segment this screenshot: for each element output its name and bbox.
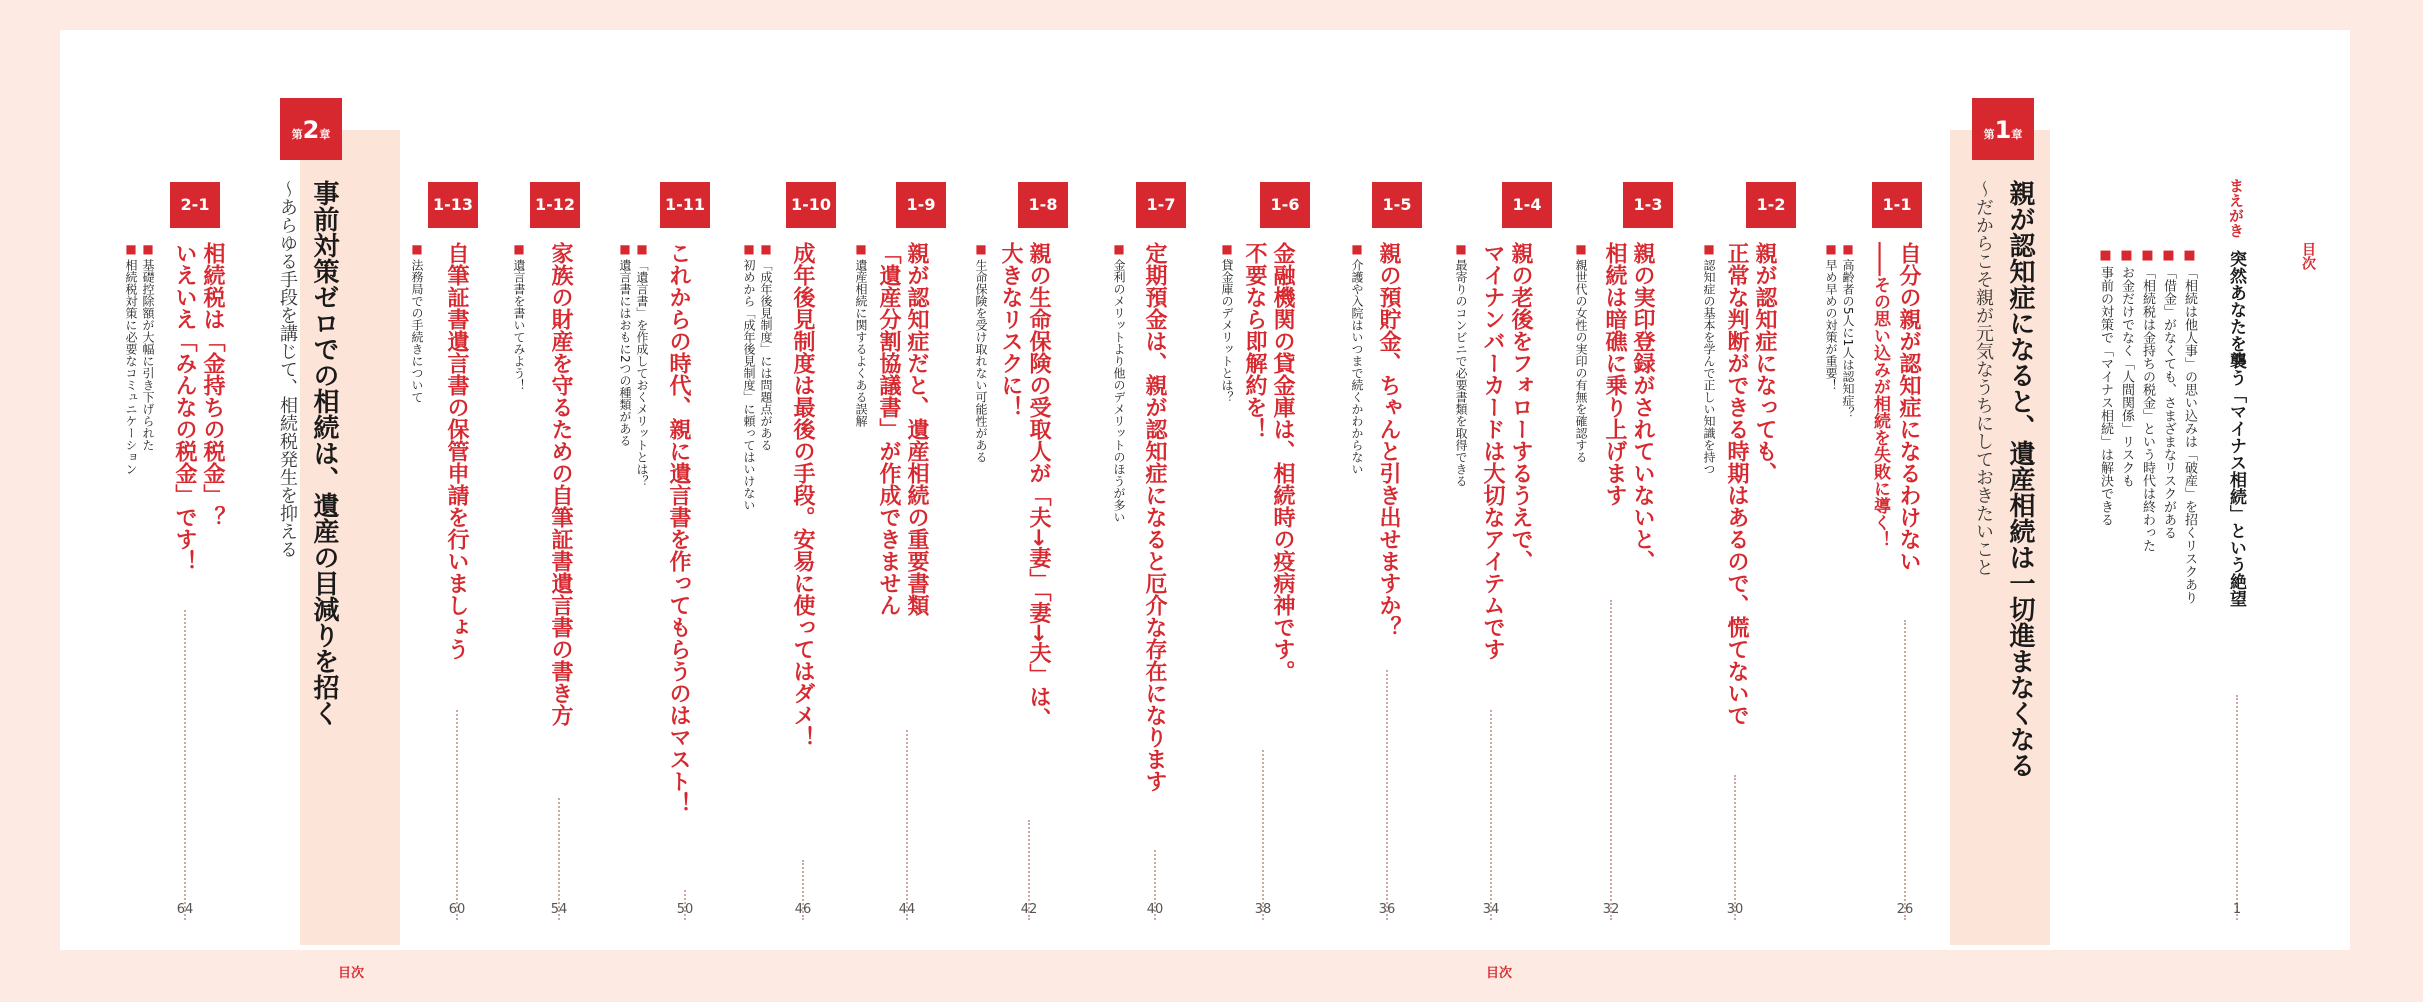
section-title: 金融機関の貸金庫は、相続時の疫病神です。 不要なら即解約を！ [1242,242,1295,682]
page-number: 40 [1146,902,1164,917]
section-title: 親の生命保険の受取人が「夫→妻」「妻→夫」は、 大きなリスクに！ [998,242,1051,730]
section-title: 定期預金は、親が認知症になると厄介な存在になります [1142,242,1167,792]
intro-bullet: ■ お金だけでなく「人間関係」リスクも [2116,248,2137,604]
section-badge: 1-11 [660,182,710,228]
intro-bullet: ■ 事前の対策で「マイナス相続」は解決できる [2095,248,2116,604]
chapter-1-badge: 第1章 [1972,98,2034,160]
section-bullets: ■ 生命保険を受け取れない可能性がある [972,242,989,463]
page-number: 36 [1378,902,1396,917]
folio-left: 目次 [338,966,365,981]
section-badge: 1-3 [1623,182,1673,228]
section-title: 親の預貯金、ちゃんと引き出せますか？ [1376,242,1401,638]
intro-label: まえがき [2227,178,2245,238]
page-number: 42 [1020,902,1038,917]
page-number: 44 [898,902,916,917]
section-badge: 1-4 [1502,182,1552,228]
leader-dots [906,730,908,920]
page-number: 46 [794,902,812,917]
section-title: 自分の親が認知症になるわけない ――その思い込みが相続を失敗に導く！ [1870,242,1921,572]
chapter-2-badge: 第2章 [280,98,342,160]
intro-bullet: ■ 「相続は他人事」の思い込みは「破産」を招くリスクあり [2179,248,2200,604]
intro-bullet: ■ 「相続税は金持ちの税金」という時代は終わった [2137,248,2158,604]
page-number: 38 [1254,902,1272,917]
page-number: 50 [676,902,694,917]
section-title: これからの時代、親に遺言書を作ってもらうのはマスト！ [666,242,691,814]
page-number: 32 [1602,902,1620,917]
section-bullets: ■ 基礎控除額が大幅に引き下げられた ■ 相続税対策に必要なコミュニケーション [122,242,156,475]
section-badge: 1-1 [1872,182,1922,228]
section-bullets: ■ 法務局での手続きについて [408,242,425,403]
leader-dots [456,710,458,920]
section-bullets: ■ 遺言書を書いてみよう！ [510,242,527,391]
page-number: 30 [1726,902,1744,917]
section-title: 相続税は「金持ちの税金」？ いえいえ「みんなの税金」です！ [172,242,225,572]
section-title: 家族の財産を守るための自筆証書遺言書の書き方 [548,242,573,726]
section-bullets: ■ 介護や入院はいつまで続くかわからない [1348,242,1365,475]
leader-dots [1262,750,1264,920]
section-badge: 1-10 [786,182,836,228]
section-bullets: ■ 認知症の基本を学んで正しい知識を持つ [1700,242,1717,475]
page-number: 1 [2232,902,2242,917]
page-number: 26 [1896,902,1914,917]
section-bullets: ■ 金利のメリットより他のデメリットのほうが多い [1110,242,1127,523]
toc-heading: 目次 [2300,242,2316,270]
section-title: 自筆証書遺言書の保管申請を行いましょう [444,242,469,660]
toc-page [60,30,2350,950]
leader-dots [1734,775,1736,920]
section-title: 親が認知症になっても、 正常な判断ができる時期はあるので、慌てないで [1724,242,1777,726]
section-title: 成年後見制度は最後の手段。安易に使ってはダメ！ [790,242,815,748]
section-title: 親が認知症だと、遺産相続の重要書類 「遺産分割協議書」が作成できません [876,242,929,616]
section-bullets: ■ 「成年後見制度」には問題点がある ■ 初めから「成年後見制度」に頼ってはいけない [740,242,774,511]
section-bullets: ■ 「遺言書」を作成しておくメリットとは？ ■ 遺言書にはおもに2つの種類がある [616,242,650,487]
section-title: 親の老後をフォローするうえで、 マイナンバーカードは大切なアイテムです [1480,242,1533,660]
section-badge: 1-7 [1136,182,1186,228]
folio-right: 目次 [1486,966,1513,981]
section-bullets: ■ 貸金庫のデメリットとは？ [1218,242,1235,403]
intro-bullets [2095,248,2200,604]
leader-dots [1904,620,1906,920]
intro-bullet: ■ 「借金」がなくても、さまざまなリスクがある [2158,248,2179,604]
leader-dots [1386,670,1388,920]
section-badge: 2-1 [170,182,220,228]
leader-dots [184,610,186,920]
chapter-2-title: 事前対策ゼロでの相続は、遺産の目減りを招く [309,180,339,726]
leader-dots [1610,600,1612,920]
section-bullets: ■ 最寄りのコンビニで必要書類を取得できる [1452,242,1469,487]
section-bullets: ■ 遺産相続に関するよくある誤解 [852,242,869,427]
page-number: 34 [1482,902,1500,917]
page-number: 54 [550,902,568,917]
page-number: 60 [448,902,466,917]
chapter-1-subtitle: ～だからこそ親が元気なうちにしておきたいこと [1973,180,1994,576]
page-number: 64 [176,902,194,917]
leader-dots [2236,695,2238,920]
section-badge: 1-13 [428,182,478,228]
section-title: 親の実印登録がされていないと、 相続は暗礁に乗り上げます [1602,242,1655,572]
chapter-1-title: 親が認知症になると、遺産相続は一切進まなくなる [2005,180,2035,778]
section-bullets: ■ 親世代の女性の実印の有無を確認する [1572,242,1589,463]
section-bullets: ■ 高齢者の5人に1人は認知症？ ■ 早め早めの対策が重要！ [1822,242,1856,418]
leader-dots [1490,710,1492,920]
section-badge: 1-8 [1018,182,1068,228]
section-badge: 1-2 [1746,182,1796,228]
section-badge: 1-6 [1260,182,1310,228]
chapter-2-subtitle: ～あらゆる手段を講じて、相続税発生を抑える [277,180,298,558]
section-badge: 1-5 [1372,182,1422,228]
section-badge: 1-9 [896,182,946,228]
intro-title: 突然あなたを襲う「マイナス相続」という絶望 [2226,250,2246,607]
section-badge: 1-12 [530,182,580,228]
